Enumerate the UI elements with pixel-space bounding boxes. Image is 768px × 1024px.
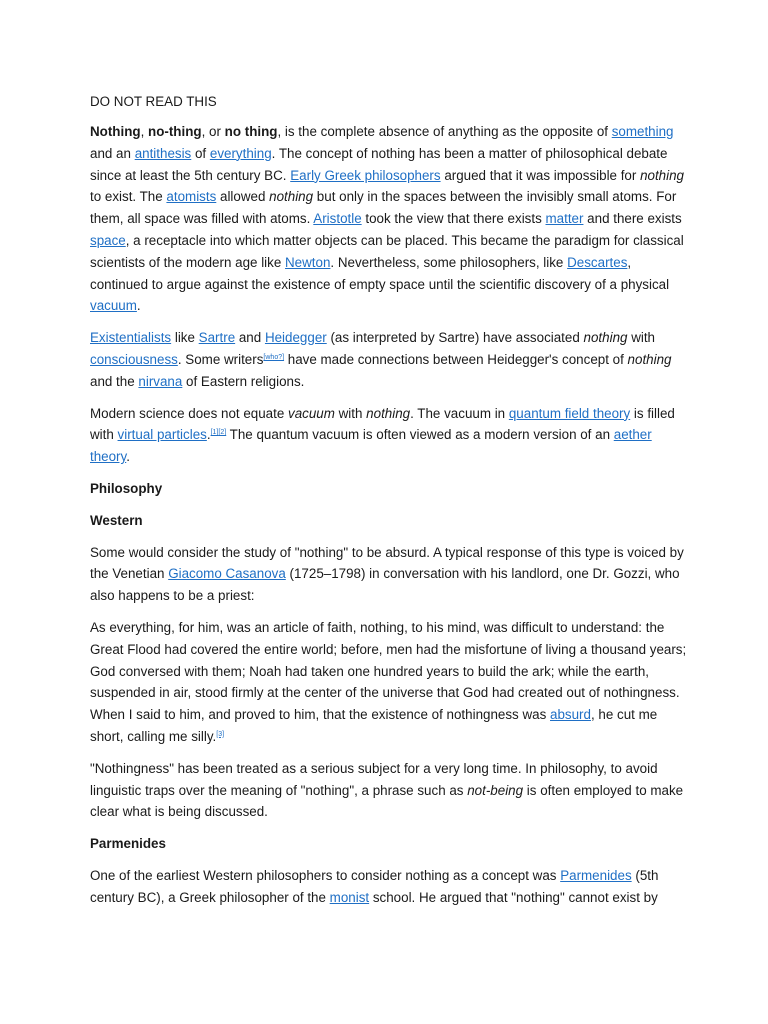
text: , a receptacle into which matter objects can be placed. This became the paradigm for classical scientists of the modern age like: [90, 232, 684, 270]
link-nirvana[interactable]: nirvana: [138, 373, 183, 389]
text: .: [126, 449, 130, 465]
document-page: [90, 92, 690, 919]
text: . Nevertheless, some philosophers, like: [330, 254, 568, 270]
text: Modern science does not equate: [90, 405, 289, 421]
paragraph-nothingness: [90, 758, 690, 823]
text: and: [235, 330, 265, 346]
text: One of the earliest Western philosophers to consider nothing as a concept was: [90, 867, 561, 883]
text: allowed: [216, 189, 270, 205]
emphasis-nothing: nothing: [627, 351, 672, 367]
link-early-greek-philosophers[interactable]: Early Greek philosophers: [290, 167, 441, 183]
citation-3: [216, 731, 224, 738]
text: is filled with: [90, 405, 675, 443]
paragraph-parmenides: [90, 865, 690, 909]
text: (1725–1798) in conversation with his landlord, one Dr. Gozzi, who also happens to be a priest:: [90, 566, 680, 604]
text: . The vacuum in: [410, 405, 509, 421]
link-aether-theory[interactable]: aether theory: [90, 427, 652, 465]
term-no-thing: no-thing: [148, 124, 202, 139]
link-monist[interactable]: monist: [329, 889, 370, 905]
link-parmenides[interactable]: Parmenides: [560, 867, 632, 883]
link-sartre[interactable]: Sartre: [198, 330, 236, 346]
link-everything[interactable]: everything: [209, 145, 272, 161]
link-citation-2[interactable]: [2]: [218, 429, 227, 437]
text: . Some writers: [177, 351, 264, 367]
text: with: [627, 330, 656, 346]
link-absurd[interactable]: absurd: [550, 707, 591, 723]
link-matter[interactable]: matter: [545, 211, 584, 227]
text: of: [191, 145, 210, 161]
link-descartes[interactable]: Descartes: [567, 254, 628, 270]
text: took the view that there exists: [361, 211, 546, 227]
text: but only in the spaces between the invisibly small atoms. For them, all space was filled with atoms.: [90, 189, 677, 227]
heading-western: Western: [90, 512, 143, 528]
paragraph-modern-science: [90, 403, 690, 468]
link-something[interactable]: something: [611, 124, 674, 139]
notice-text: DO NOT READ THIS: [90, 94, 217, 109]
emphasis-nothing: nothing: [583, 330, 628, 346]
link-atomists[interactable]: atomists: [166, 189, 217, 205]
link-heidegger[interactable]: Heidegger: [264, 330, 327, 346]
emphasis-nothing: nothing: [640, 167, 684, 183]
text: . The concept of nothing has been a matter of philosophical debate since at least the 5th century BC.: [90, 145, 668, 183]
text: with: [334, 405, 367, 421]
link-antithesis[interactable]: antithesis: [134, 145, 192, 161]
emphasis-nothing: nothing: [269, 189, 314, 205]
paragraph-casanova-quote: [90, 617, 690, 748]
link-vacuum[interactable]: vacuum: [90, 298, 137, 314]
term-no-thing-spaced: no thing: [224, 124, 278, 139]
emphasis-not-being: not-being: [467, 782, 524, 798]
link-citation-who[interactable]: [who?]: [263, 353, 285, 361]
emphasis-nothing: nothing: [366, 405, 411, 421]
text: .: [206, 427, 211, 443]
link-existentialists[interactable]: Existentialists: [90, 330, 172, 346]
heading-parmenides: Parmenides: [90, 836, 166, 852]
text: argued that it was impossible for: [440, 167, 641, 183]
emphasis-vacuum: vacuum: [288, 405, 335, 421]
text: ,: [140, 124, 149, 139]
text: As everything, for him, was an article of faith, nothing, to his mind, was difficult to understand: the Great Flood had covered the entire world; before, men had the misfortune of living a thousand years; God conversed with them; Noah had taken one hundred years to build the ark; while the earth, suspended in air, stood firmly at the center of the universe that God had created out of nothingness. When I said to him, and proved to him, that the existence of nothingness was: [90, 619, 687, 723]
text: (5th century BC), a Greek philosopher of the: [90, 867, 659, 905]
text: .: [136, 298, 141, 314]
link-quantum-field-theory[interactable]: quantum field theory: [508, 405, 631, 421]
link-aristotle[interactable]: Aristotle: [313, 211, 362, 227]
text: The quantum vacuum is often viewed as a modern version of an: [226, 427, 614, 443]
text: and there exists: [583, 211, 682, 227]
citation-who: [263, 354, 284, 361]
heading-philosophy: Philosophy: [90, 480, 163, 496]
text: "Nothingness" has been treated as a serious subject for a very long time. In philosophy, to avoid linguistic traps over the meaning of "nothing", a phrase such as: [90, 760, 658, 798]
link-consciousness[interactable]: consciousness: [90, 351, 178, 367]
text: , continued to argue against the existence of empty space until the scientific discovery of a physical: [90, 254, 670, 292]
paragraph-intro: [90, 121, 690, 317]
text: , he cut me short, calling me silly.: [90, 707, 658, 744]
text: , or: [201, 124, 225, 139]
link-giacomo-casanova[interactable]: Giacomo Casanova: [168, 566, 286, 582]
link-virtual-particles[interactable]: virtual particles: [117, 427, 207, 443]
text: like: [171, 330, 199, 346]
text: , is the complete absence of anything as the opposite of: [277, 124, 612, 139]
text: Some would consider the study of "nothing" to be absurd. A typical response of this type is voiced by the Venetian: [90, 544, 684, 582]
paragraph-absurd-study: [90, 542, 690, 607]
text: school. He argued that "nothing" cannot exist by: [369, 889, 658, 905]
paragraph-existentialists: [90, 327, 690, 392]
link-newton[interactable]: Newton: [285, 254, 331, 270]
term-nothing: Nothing: [90, 124, 141, 139]
text: is often employed to make clear what is being discussed.: [90, 782, 684, 820]
text: have made connections between Heidegger's concept of: [284, 351, 628, 367]
link-citation-1[interactable]: [1]: [210, 429, 219, 437]
link-citation-3[interactable]: [3]: [216, 730, 225, 738]
text: and an: [90, 145, 135, 161]
link-space[interactable]: space: [90, 232, 126, 248]
text: to exist. The: [90, 189, 167, 205]
text: and the: [90, 373, 139, 389]
text: of Eastern religions.: [182, 373, 305, 389]
text: (as interpreted by Sartre) have associated: [326, 330, 584, 346]
